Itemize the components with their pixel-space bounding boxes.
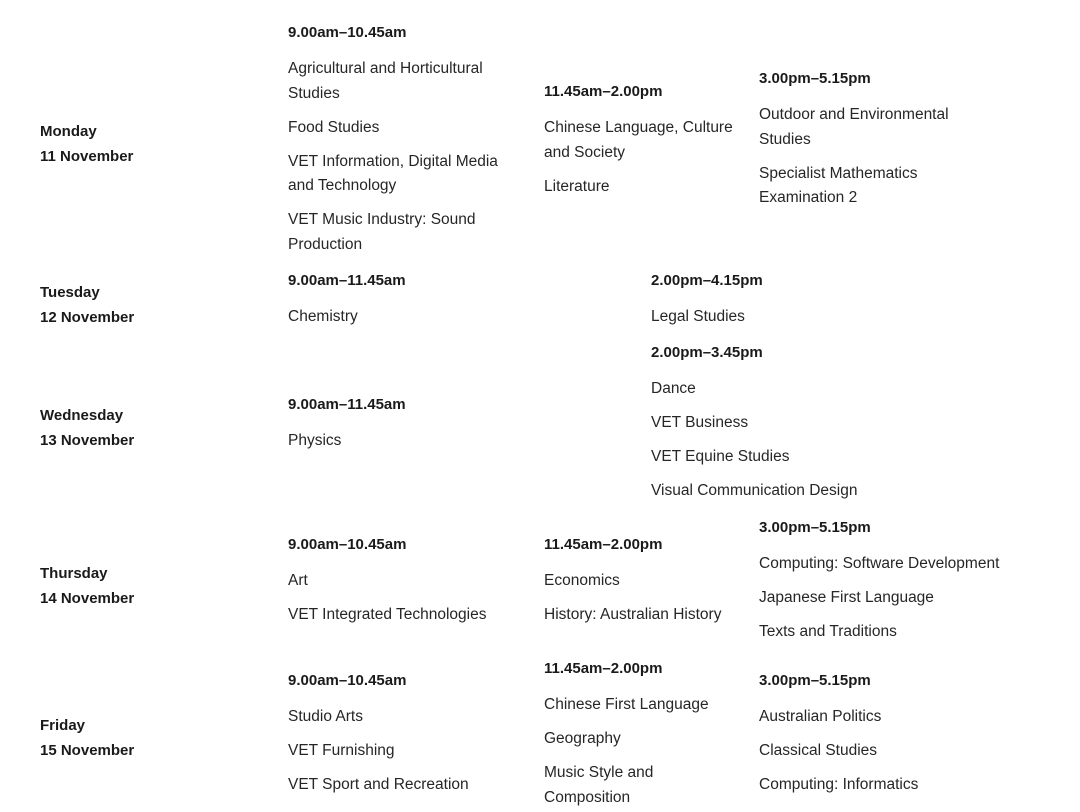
day-date: 12 November — [40, 309, 135, 326]
subject-item: Studio Arts — [288, 708, 363, 725]
day-name: Monday — [40, 123, 97, 140]
session-monday-afternoon — [759, 69, 984, 211]
session-time: 3.00pm–5.15pm — [759, 519, 871, 536]
session-tuesday-afternoon — [651, 271, 931, 330]
day-label-thursday — [40, 561, 134, 611]
subject-item: VET Equine Studies — [651, 448, 790, 465]
day-name: Wednesday — [40, 407, 124, 424]
subject-item: Legal Studies — [651, 308, 745, 325]
session-thursday-midday — [544, 535, 759, 628]
subject-item: Agricultural and Horticultural Studies — [288, 60, 483, 102]
subject-item: History: Australian History — [544, 606, 722, 623]
session-friday-midday — [544, 659, 744, 810]
subject-item: Chinese First Language — [544, 696, 709, 713]
subject-item: Music Style and Composition — [544, 764, 654, 806]
subject-item: Food Studies — [288, 118, 380, 136]
session-time: 2.00pm–3.45pm — [651, 344, 763, 361]
subject-item: Chinese Language, Culture and Society — [544, 119, 733, 161]
subject-item: VET Business — [651, 414, 749, 431]
session-time: 3.00pm–5.15pm — [759, 672, 871, 689]
subject-item: Physics — [288, 432, 342, 449]
day-label-tuesday — [40, 280, 134, 330]
subject-item: VET Sport and Recreation — [288, 776, 469, 793]
session-time: 2.00pm–4.15pm — [651, 272, 763, 289]
session-time: 9.00am–11.45am — [288, 396, 406, 413]
session-time: 9.00am–10.45am — [288, 24, 407, 41]
subject-item: VET Information, Digital Media and Technology — [288, 152, 498, 194]
session-monday-midday — [544, 82, 759, 199]
subject-item: Visual Communication Design — [651, 482, 858, 499]
day-name: Thursday — [40, 565, 108, 582]
day-date: 13 November — [40, 432, 135, 449]
subject-item: VET Music Industry: Sound Production — [288, 211, 476, 253]
subject-item: Outdoor and Environmental Studies — [759, 106, 949, 148]
subject-item: Dance — [651, 380, 696, 397]
session-wednesday-afternoon — [651, 343, 931, 504]
session-wednesday-morning — [288, 395, 528, 454]
day-label-friday — [40, 713, 134, 763]
subject-item: Specialist Mathematics Examination 2 — [759, 164, 918, 206]
session-time: 11.45am–2.00pm — [544, 536, 663, 553]
session-time: 9.00am–10.45am — [288, 536, 407, 553]
subject-item: Literature — [544, 177, 610, 195]
subject-item: VET Furnishing — [288, 742, 395, 759]
session-thursday-afternoon — [759, 518, 1059, 645]
day-label-wednesday — [40, 403, 134, 453]
session-time: 3.00pm–5.15pm — [759, 70, 871, 87]
session-monday-morning — [288, 23, 528, 257]
subject-item: Japanese First Language — [759, 589, 934, 606]
day-name: Tuesday — [40, 284, 100, 301]
subject-item: Economics — [544, 572, 620, 589]
day-date: 14 November — [40, 590, 135, 607]
day-label-monday — [40, 119, 133, 169]
subject-item: Australian Politics — [759, 708, 882, 725]
subject-item: Geography — [544, 730, 621, 747]
subject-item: Computing: Software Development — [759, 555, 1000, 572]
day-date: 11 November — [40, 148, 134, 165]
session-friday-morning — [288, 671, 533, 798]
day-name: Friday — [40, 717, 86, 734]
session-time: 9.00am–11.45am — [288, 272, 406, 289]
subject-item: Computing: Informatics — [759, 776, 919, 793]
session-time: 11.45am–2.00pm — [544, 83, 663, 100]
session-friday-afternoon — [759, 671, 1039, 798]
session-tuesday-morning — [288, 271, 528, 330]
session-thursday-morning — [288, 535, 533, 628]
session-time: 11.45am–2.00pm — [544, 660, 663, 677]
day-date: 15 November — [40, 742, 135, 759]
subject-item: VET Integrated Technologies — [288, 606, 487, 623]
subject-item: Art — [288, 572, 308, 589]
subject-item: Texts and Traditions — [759, 623, 897, 640]
session-time: 9.00am–10.45am — [288, 672, 407, 689]
subject-item: Classical Studies — [759, 742, 878, 759]
subject-item: Chemistry — [288, 308, 358, 325]
